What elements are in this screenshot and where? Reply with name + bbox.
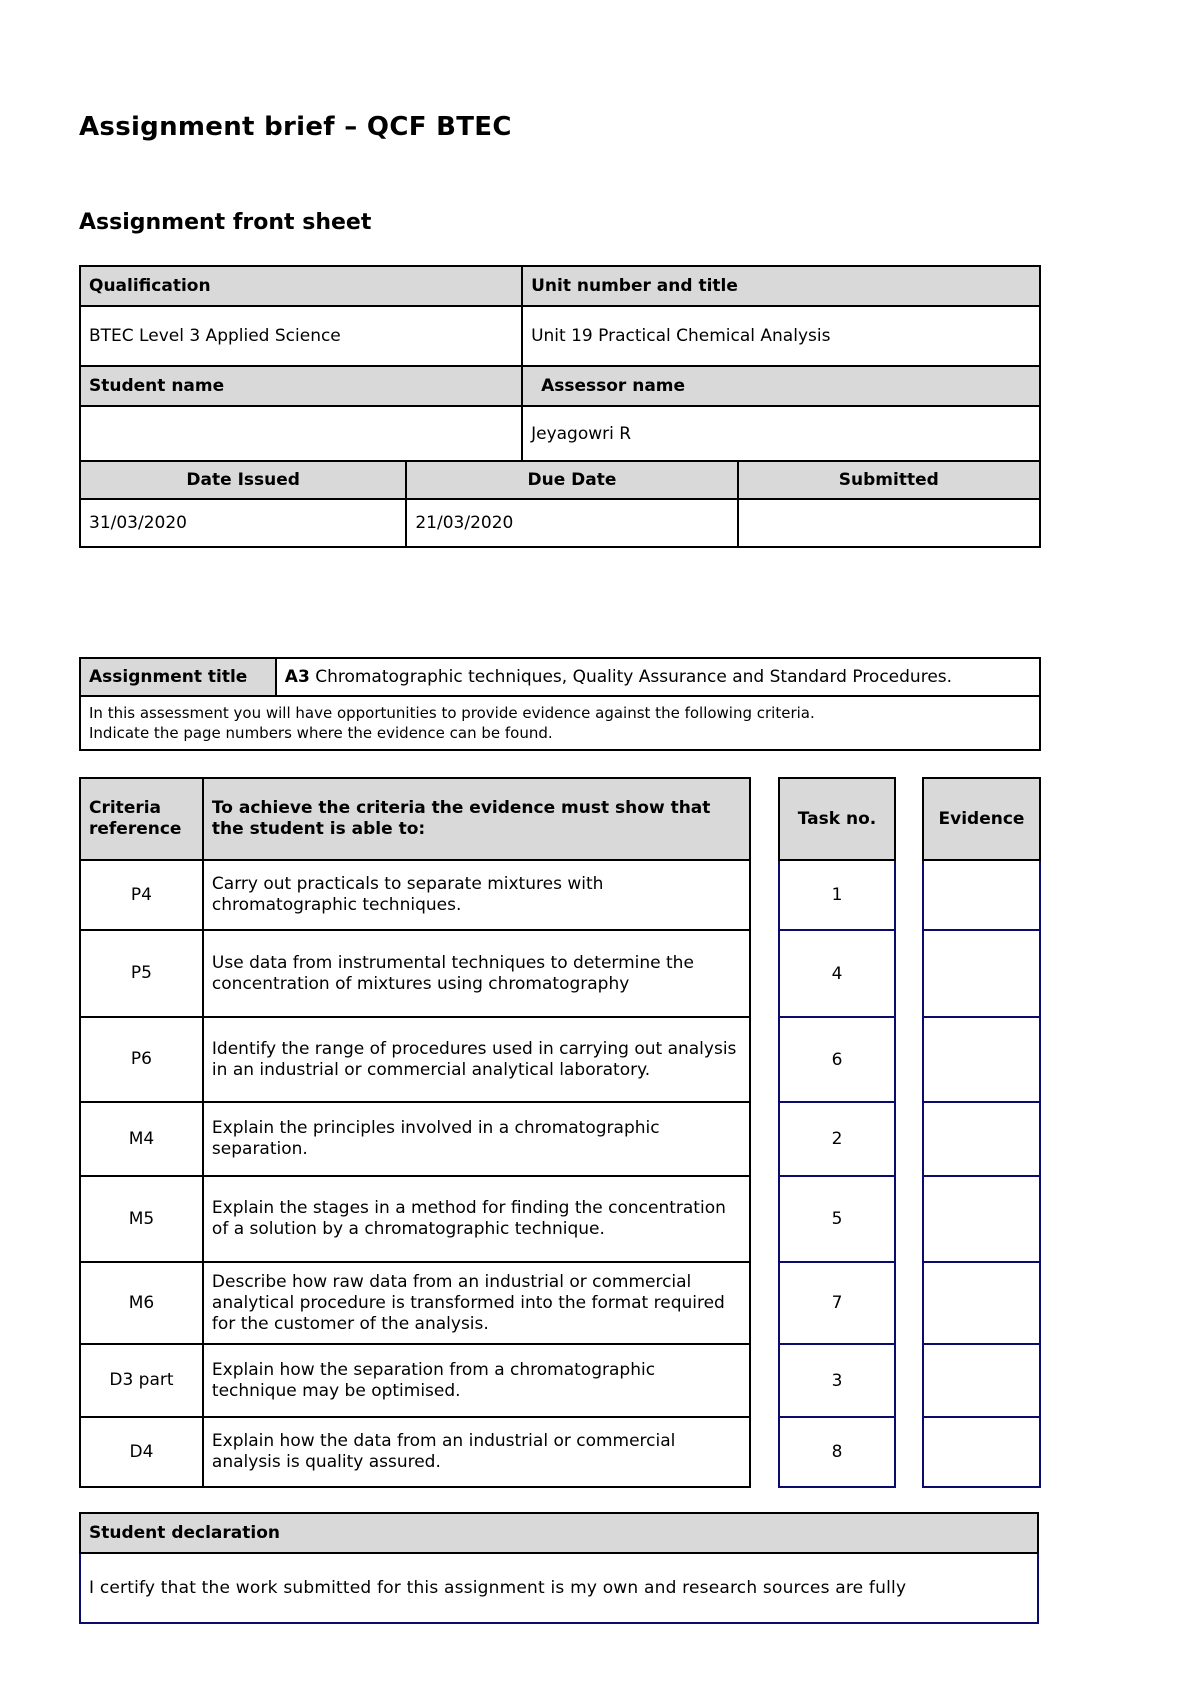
criteria-desc: Identify the range of procedures used in carrying out analysis in an industrial or commercial analytical laboratory. bbox=[203, 1017, 750, 1102]
evidence-header: Evidence bbox=[923, 778, 1040, 860]
date-issued-value: 31/03/2020 bbox=[80, 499, 406, 547]
instruction-line-1: In this assessment you will have opportunities to provide evidence against the following criteria. bbox=[89, 704, 815, 722]
evidence-field[interactable] bbox=[923, 1102, 1040, 1176]
task-number: 8 bbox=[779, 1417, 895, 1487]
task-number: 5 bbox=[779, 1176, 895, 1262]
criteria-desc: Carry out practicals to separate mixtures with chromatographic techniques. bbox=[203, 860, 750, 930]
qualification-label: Qualification bbox=[80, 266, 522, 306]
criteria-ref: M6 bbox=[80, 1262, 203, 1344]
evidence-field[interactable] bbox=[923, 1417, 1040, 1487]
criteria-ref: P4 bbox=[80, 860, 203, 930]
criteria-desc: Explain how the separation from a chromatographic technique may be optimised. bbox=[203, 1344, 750, 1417]
task-number: 1 bbox=[779, 860, 895, 930]
student-name-label: Student name bbox=[80, 366, 522, 406]
assignment-instructions bbox=[80, 696, 1040, 750]
criteria-ref-header: Criteria reference bbox=[80, 778, 203, 860]
criteria-ref: P6 bbox=[80, 1017, 203, 1102]
page-title: Assignment brief – QCF BTEC bbox=[79, 112, 512, 142]
due-date-value: 21/03/2020 bbox=[406, 499, 737, 547]
criteria-table bbox=[79, 777, 751, 1488]
due-date-label: Due Date bbox=[406, 461, 737, 499]
evidence-field[interactable] bbox=[923, 1344, 1040, 1417]
task-number: 3 bbox=[779, 1344, 895, 1417]
criteria-desc: Explain the principles involved in a chromatographic separation. bbox=[203, 1102, 750, 1176]
section-title: Assignment front sheet bbox=[79, 210, 372, 235]
assignment-title-value bbox=[276, 658, 1040, 696]
criteria-desc: Use data from instrumental techniques to determine the concentration of mixtures using chromatography bbox=[203, 930, 750, 1017]
student-declaration-table bbox=[79, 1512, 1039, 1624]
qualification-value: BTEC Level 3 Applied Science bbox=[80, 306, 522, 366]
unit-label: Unit number and title bbox=[522, 266, 1040, 306]
task-number-table bbox=[778, 777, 896, 1488]
evidence-field[interactable] bbox=[923, 1176, 1040, 1262]
assessor-name-value: Jeyagowri R bbox=[522, 406, 1040, 461]
assignment-title-table bbox=[79, 657, 1041, 751]
submitted-label: Submitted bbox=[738, 461, 1040, 499]
assignment-title-text: Chromatographic techniques, Quality Assurance and Standard Procedures. bbox=[315, 667, 953, 687]
task-number: 2 bbox=[779, 1102, 895, 1176]
declaration-text: I certify that the work submitted for this assignment is my own and research sources are fully bbox=[80, 1553, 1038, 1623]
evidence-field[interactable] bbox=[923, 860, 1040, 930]
instruction-line-2: Indicate the page numbers where the evidence can be found. bbox=[89, 724, 553, 742]
criteria-ref: M4 bbox=[80, 1102, 203, 1176]
front-sheet-table bbox=[79, 265, 1041, 548]
criteria-desc-header: To achieve the criteria the evidence must show that the student is able to: bbox=[203, 778, 750, 860]
criteria-desc: Describe how raw data from an industrial or commercial analytical procedure is transformed into the format required for the customer of the analysis. bbox=[203, 1262, 750, 1344]
criteria-ref: D3 part bbox=[80, 1344, 203, 1417]
date-issued-label: Date Issued bbox=[80, 461, 406, 499]
task-number: 4 bbox=[779, 930, 895, 1017]
evidence-table bbox=[922, 777, 1041, 1488]
task-number: 6 bbox=[779, 1017, 895, 1102]
submitted-field[interactable] bbox=[738, 499, 1040, 547]
unit-value: Unit 19 Practical Chemical Analysis bbox=[522, 306, 1040, 366]
assignment-code: A3 bbox=[284, 667, 310, 687]
task-header: Task no. bbox=[779, 778, 895, 860]
criteria-desc: Explain the stages in a method for finding the concentration of a solution by a chromatographic technique. bbox=[203, 1176, 750, 1262]
evidence-field[interactable] bbox=[923, 1262, 1040, 1344]
criteria-ref: P5 bbox=[80, 930, 203, 1017]
assignment-title-label: Assignment title bbox=[80, 658, 276, 696]
evidence-field[interactable] bbox=[923, 930, 1040, 1017]
declaration-heading: Student declaration bbox=[80, 1513, 1038, 1553]
task-number: 7 bbox=[779, 1262, 895, 1344]
student-name-field[interactable] bbox=[80, 406, 522, 461]
assessor-name-label: Assessor name bbox=[522, 366, 1040, 406]
criteria-desc: Explain how the data from an industrial or commercial analysis is quality assured. bbox=[203, 1417, 750, 1487]
criteria-ref: D4 bbox=[80, 1417, 203, 1487]
evidence-field[interactable] bbox=[923, 1017, 1040, 1102]
criteria-ref: M5 bbox=[80, 1176, 203, 1262]
